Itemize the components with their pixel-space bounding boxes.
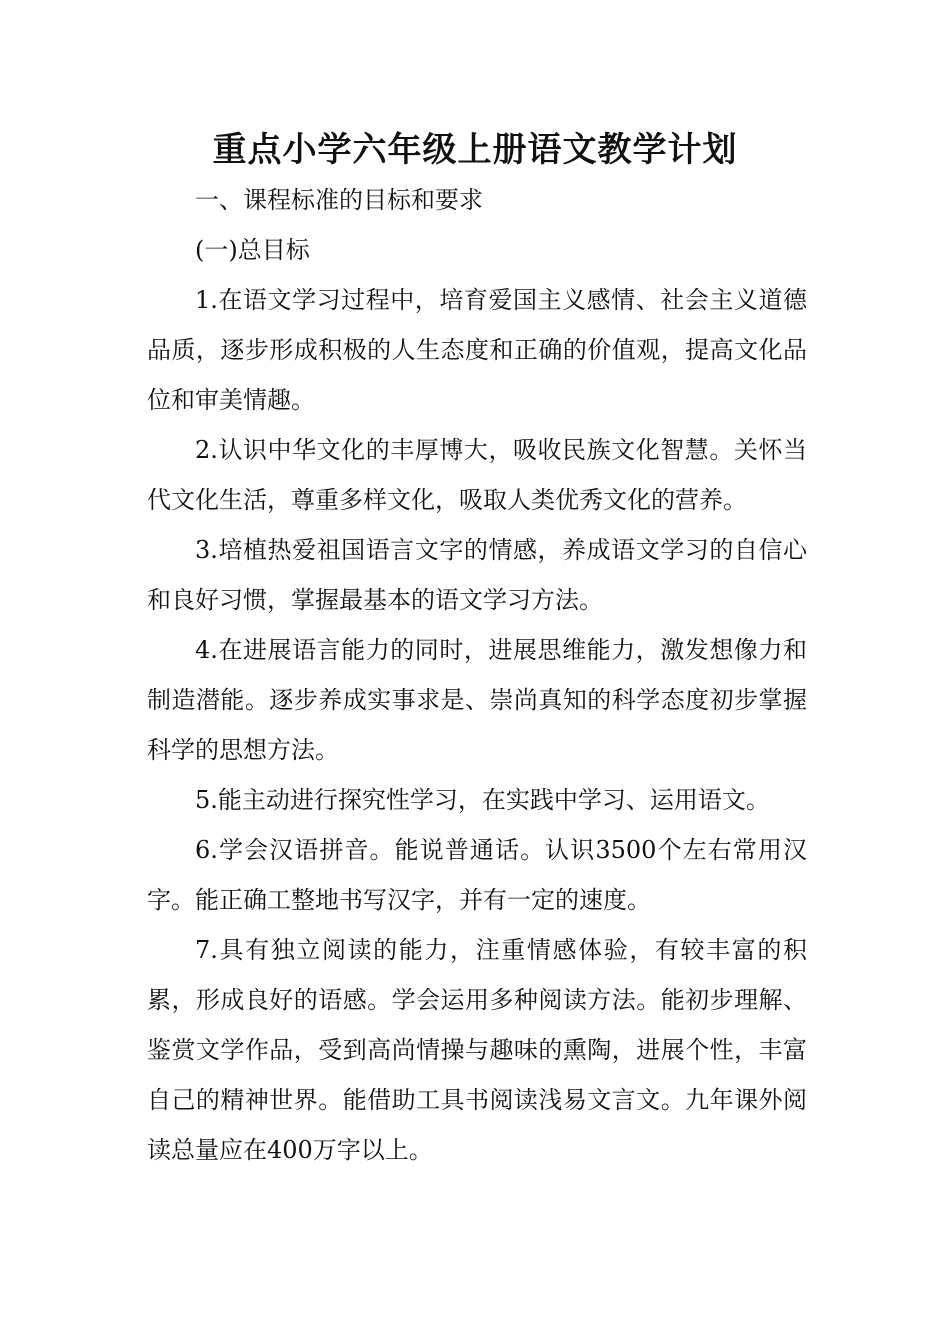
goal-item-6: 6.学会汉语拼音。能说普通话。认识3500个左右常用汉字。能正确工整地书写汉字，并有一定的速度。 (147, 836, 807, 914)
goal-item-5: 5.能主动进行探究性学习，在实践中学习、运用语文。 (195, 786, 770, 814)
document-title: 重点小学六年级上册语文教学计划 (212, 130, 738, 170)
subsection-heading: (一)总目标 (195, 236, 310, 264)
goal-item-2: 2.认识中华文化的丰厚博大，吸收民族文化智慧。关怀当代文化生活，尊重多样文化，吸取人类优秀文化的营养。 (147, 436, 807, 514)
document-body (147, 175, 807, 1175)
goal-item-4: 4.在进展语言能力的同时，进展思维能力，激发想像力和制造潜能。逐步养成实事求是、崇尚真知的科学态度初步掌握科学的思想方法。 (147, 636, 807, 764)
goal-item-3: 3.培植热爱祖国语言文字的情感，养成语文学习的自信心和良好习惯，掌握最基本的语文学习方法。 (147, 536, 807, 614)
goal-item-7: 7.具有独立阅读的能力，注重情感体验，有较丰富的积累，形成良好的语感。学会运用多种阅读方法。能初步理解、鉴赏文学作品，受到高尚情操与趣味的熏陶，进展个性，丰富自己的精神世界。能借助工具书阅读浅易文言文。九年课外阅读总量应在400万字以上。 (147, 936, 807, 1164)
section-heading: 一、课程标准的目标和要求 (195, 186, 483, 214)
goal-item-1: 1.在语文学习过程中，培育爱国主义感情、社会主义道德品质，逐步形成积极的人生态度和正确的价值观，提高文化品位和审美情趣。 (147, 286, 807, 414)
